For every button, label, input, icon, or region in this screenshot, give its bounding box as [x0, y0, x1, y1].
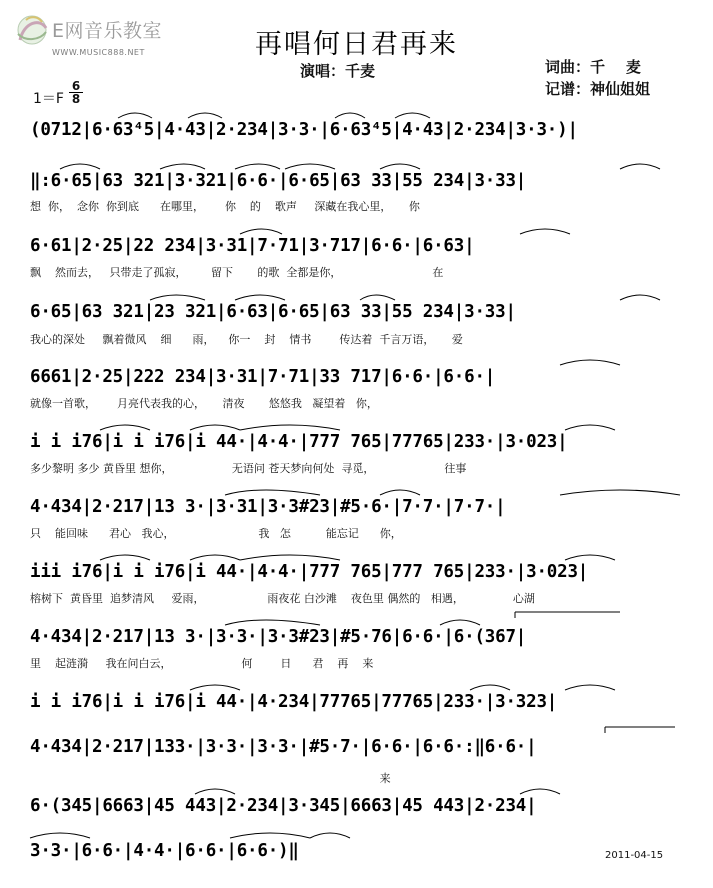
- slur-mark: [620, 164, 660, 169]
- slur-mark: [565, 685, 615, 690]
- lyric-line-6: 多少黎明 多少 黄昏里 想你， 无语问 苍天梦向何处 寻觅， 往事: [30, 462, 467, 475]
- slur-mark: [240, 425, 340, 430]
- slur-mark: [150, 295, 205, 300]
- slur-mark: [235, 295, 285, 300]
- lyricist-credit: 词曲：千 麦: [545, 58, 641, 76]
- lyric-line-4: 我心的深处 飘着微风 细 雨， 你一 封 情书 传达着 千言万语， 爱: [30, 333, 463, 346]
- key-signature: 1＝F: [33, 91, 64, 107]
- score-line-6: i i i76|i i i76|i 44·|4·4·|777 765|77765|233·|3·023|: [30, 432, 568, 452]
- slur-mark: [118, 113, 152, 118]
- lyric-line-5: 就像一首歌， 月亮代表我的心， 清夜 悠悠我 凝望着 你，: [30, 397, 378, 410]
- score-line-3: 6·61|2·25|22 234|3·31|7·71|3·717|6·6·|6·63|: [30, 236, 475, 256]
- slur-mark: [190, 685, 240, 690]
- slur-mark: [190, 555, 240, 560]
- lyric-line-8: 榕树下 黄昏里 追梦清风 爱雨， 雨夜花 白沙滩 夜色里 偶然的 相遇， 心湖: [30, 592, 535, 605]
- slur-mark: [285, 164, 335, 169]
- slur-mark: [190, 425, 240, 430]
- score-line-9: 4·434|2·217|13 3·|3·3·|3·3#23|#5·76|6·6·|6·(367|: [30, 627, 527, 647]
- score-line-5: 6661|2·25|222 234|3·31|7·71|33 717|6·6·|6·6·|: [30, 367, 496, 387]
- slur-mark: [188, 113, 222, 118]
- slur-mark: [160, 164, 205, 169]
- score-line-10: i i i76|i i i76|i 44·|4·234|77765|77765|233·|3·323|: [30, 692, 558, 712]
- score-line-8: iii i76|i i i76|i 44·|4·4·|777 765|777 765|233·|3·023|: [30, 562, 589, 582]
- lyric-line-7: 只 能回味 君心 我心， 我 怎 能忘记 你，: [30, 527, 402, 540]
- time-signature-top: 6: [71, 79, 81, 93]
- score-line-4: 6·65|63 321|23 321|6·63|6·65|63 33|55 234|3·33|: [30, 302, 516, 322]
- slur-mark: [100, 555, 150, 560]
- slur-mark: [520, 229, 570, 234]
- slur-mark: [560, 360, 620, 365]
- slur-mark: [565, 555, 615, 560]
- song-title: 再唱何日君再来: [255, 29, 458, 60]
- score-line-12: 6·(345|6663|45 443|2·234|3·345|6663|45 443|2·234|: [30, 796, 537, 816]
- transcriber-credit: 记谱：神仙姐姐: [545, 80, 651, 98]
- score-line-11: 4·434|2·217|133·|3·3·|3·3·|#5·7·|6·6·|6·6·:‖6·6·|: [30, 737, 537, 757]
- score-line-1: (0712|6·63⁴5|4·43|2·234|3·3·|6·63⁴5|4·43|2·234|3·3·)|: [30, 120, 578, 140]
- slur-mark: [195, 789, 235, 794]
- slur-mark: [380, 490, 420, 495]
- time-signature-bottom: 8: [71, 92, 81, 106]
- logo-url-text: WWW.MUSIC888.NET: [52, 48, 145, 57]
- slur-mark: [360, 295, 395, 300]
- lyric-line-9: 里 起涟漪 我在问白云， 何 日 君 再 来: [30, 657, 374, 670]
- slur-mark: [620, 295, 660, 300]
- slur-mark: [310, 833, 350, 838]
- logo-brand-text: E网音乐教室: [52, 20, 163, 42]
- slur-mark: [100, 425, 150, 430]
- slur-mark: [520, 789, 560, 794]
- slur-mark: [30, 833, 90, 838]
- score-line-13: 3·3·|6·6·|4·4·|6·6·|6·6·)‖: [30, 841, 299, 861]
- transcription-date: 2011-04-15: [605, 850, 664, 861]
- lyric-line-3: 飘 然而去， 只带走了孤寂， 留下 的歌 全都是你， 在: [30, 266, 444, 279]
- lyric-line-2: 想 你， 念你 你到底 在哪里， 你 的 歌声 深藏在我心里， 你: [30, 200, 420, 213]
- slur-mark: [225, 490, 320, 495]
- score-line-2: ‖:6·65|63 321|3·321|6·6·|6·65|63 33|55 234|3·33|: [30, 171, 527, 191]
- slur-mark: [60, 164, 100, 169]
- slur-mark: [225, 620, 320, 625]
- score-line-7: 4·434|2·217|13 3·|3·31|3·3#23|#5·6·|7·7·|7·7·|: [30, 497, 506, 517]
- slur-mark: [230, 833, 310, 838]
- slur-mark: [240, 555, 340, 560]
- slur-mark: [335, 113, 365, 118]
- slur-mark: [395, 113, 430, 118]
- slur-mark: [560, 490, 680, 495]
- slur-mark: [470, 685, 510, 690]
- lyric-line-11: 来: [30, 772, 391, 785]
- slur-mark: [240, 229, 282, 234]
- singer-credit: 演唱：千麦: [300, 62, 376, 80]
- slur-mark: [565, 425, 615, 430]
- slur-mark: [380, 164, 420, 169]
- slur-mark: [235, 164, 280, 169]
- slur-mark: [440, 620, 480, 625]
